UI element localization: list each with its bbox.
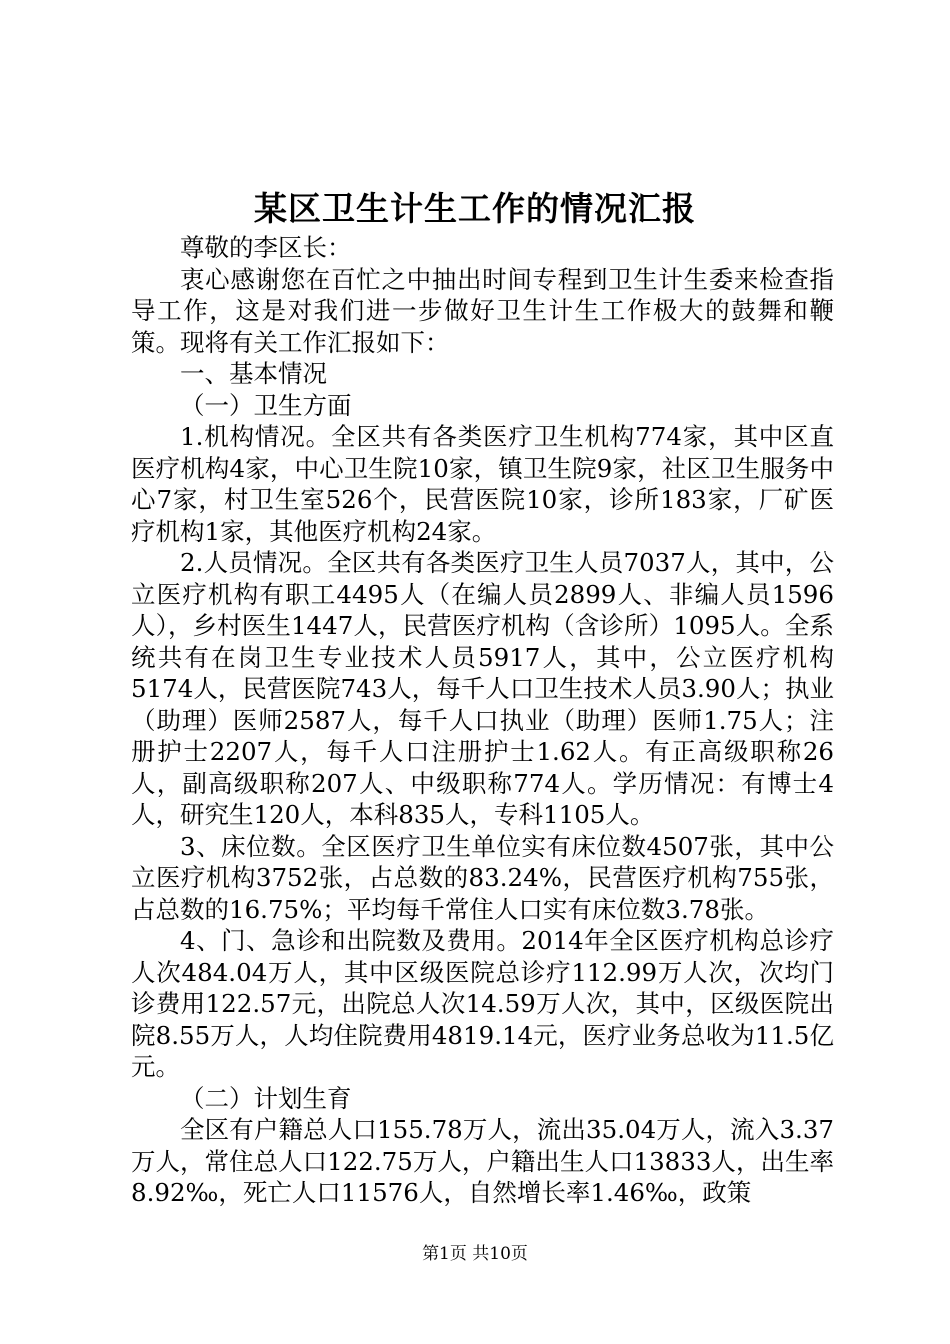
- document-title: 某区卫生计生工作的情况汇报: [254, 189, 696, 228]
- section-heading-basic: 一、基本情况: [180, 359, 327, 388]
- paragraph-population: 全区有户籍总人口155.78万人，流出35.04万人，流入3.37万人，常住总人口122.75万人，户籍出生人口13833人，出生率8.92‰，死亡人口11576人，自然增长率1.46‰，政策: [131, 1115, 834, 1207]
- document-body: [131, 232, 834, 1209]
- paragraph-institutions: 1.机构情况。全区共有各类医疗卫生机构774家，其中区直医疗机构4家，中心卫生院10家，镇卫生院9家，社区卫生服务中心7家，村卫生室526个，民营医院10家，诊所183家，厂矿医疗机构1家，其他医疗机构24家。: [131, 422, 834, 546]
- page-number: 第1页 共10页: [422, 1244, 528, 1264]
- paragraph-visits: 4、门、急诊和出院数及费用。2014年全区医疗机构总诊疗人次484.04万人，其中区级医院总诊疗112.99万人次，次均门诊费用122.57元，出院总人次14.59万人次，其中，区级医院出院8.55万人，人均住院费用4819.14元，医疗业务总收为11.5亿元。: [131, 926, 834, 1081]
- paragraph-beds: 3、床位数。全区医疗卫生单位实有床位数4507张，其中公立医疗机构3752张，占总数的83.24%，民营医疗机构755张，占总数的16.75%；平均每千常住人口实有床位数3.78张。: [131, 831, 834, 924]
- paragraph-personnel: 2.人员情况。全区共有各类医疗卫生人员7037人，其中，公立医疗机构有职工4495人（在编人员2899人、非编人员1596人），乡村医生1447人，民营医疗机构（含诊所）1095人。全系统共有在岗卫生专业技术人员5917人，其中，公立医疗机构5174人，民营医院743人，每千人口卫生技术人员3.90人；执业（助理）医师2587人，每千人口执业（助理）医师1.75人；注册护士2207人，每千人口注册护士1.62人。有正高级职称26人，副高级职称207人、中级职称774人。学历情况：有博士4人，研究生120人，本科835人，专科1105人。: [131, 548, 834, 829]
- salutation: 尊敬的李区长：: [180, 233, 352, 262]
- subsection-heading-health: （一）卫生方面: [180, 390, 352, 420]
- subsection-heading-family-planning: （二）计划生育: [180, 1083, 352, 1113]
- intro-paragraph: 衷心感谢您在百忙之中抽出时间专程到卫生计生委来检查指导工作，这是对我们进一步做好卫生计生工作极大的鼓舞和鞭策。现将有关工作汇报如下：: [131, 264, 834, 357]
